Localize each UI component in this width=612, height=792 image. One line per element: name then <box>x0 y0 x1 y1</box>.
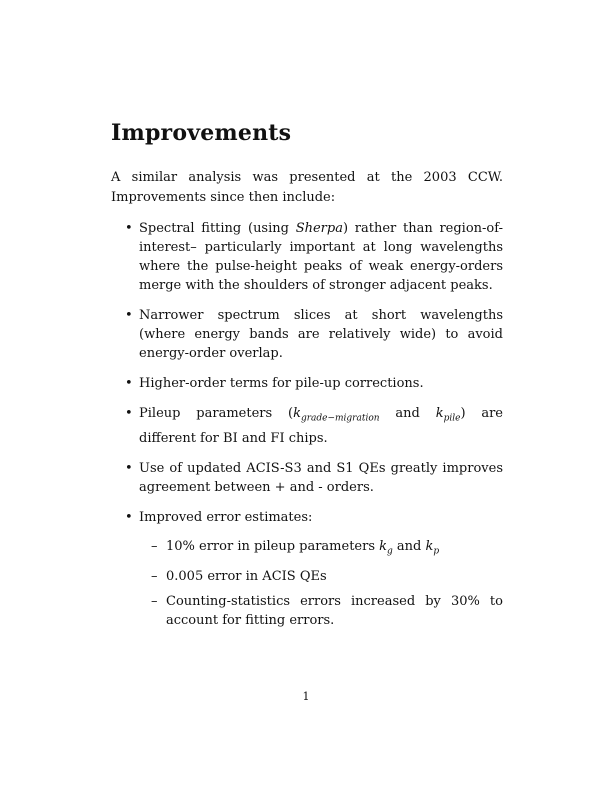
intro-paragraph: A similar analysis was presented at the 2003 CCW. Improvements since then include: <box>111 170 503 205</box>
sublist-item-counting-errors <box>139 592 503 630</box>
page-number: 1 <box>302 690 310 703</box>
k-subscript: g <box>387 546 393 557</box>
k-symbol: k <box>379 538 388 554</box>
subitem-text: and <box>392 538 426 554</box>
bullet-text: and <box>379 406 436 421</box>
list-item-pileup-parameters <box>111 404 503 448</box>
sublist-item-qe-error <box>139 567 503 586</box>
improvements-list <box>111 219 503 641</box>
sublist-item-pileup-error <box>139 537 503 562</box>
bullet-text: Narrower spectrum slices at short wavelengths (where energy bands are relatively wide) to avoid energy-order overlap. <box>139 308 503 361</box>
list-item-narrower-slices <box>111 306 503 363</box>
list-item-higher-order-terms <box>111 374 503 393</box>
list-item-error-estimates <box>111 508 503 631</box>
bullet-text: ) rather than region-of-interest– particularly important at long wavelengths where the pulse-height peaks of weak energy-orders merge with the shoulders of stronger adjacent peaks. <box>139 221 503 293</box>
bullet-text: ) are different for BI and FI chips. <box>139 406 503 446</box>
section-heading: Improvements <box>111 120 292 146</box>
subitem-text: 10% error in pileup parameters <box>166 538 380 554</box>
list-item-spectral-fitting <box>111 219 503 295</box>
k-symbol: k <box>293 406 301 421</box>
k-subscript: grade−migration <box>300 413 380 424</box>
k-symbol: k <box>425 538 434 554</box>
subitem-text: Counting-statistics errors increased by 30% to account for fitting errors. <box>166 594 503 629</box>
k-subscript: p <box>433 546 440 557</box>
k-subscript: pile <box>443 413 461 424</box>
sherpa-emphasis: Sherpa <box>295 221 343 236</box>
subitem-text: 0.005 error in ACIS QEs <box>166 569 327 585</box>
bullet-text: Higher-order terms for pile-up corrections. <box>139 376 424 391</box>
bullet-text: Improved error estimates: <box>139 509 313 525</box>
error-estimates-sublist <box>139 537 503 631</box>
k-symbol: k <box>435 406 444 421</box>
bullet-text: Use of updated ACIS-S3 and S1 QEs greatly improves agreement between + and - orders. <box>139 460 503 495</box>
bullet-text: Pileup parameters ( <box>139 406 294 421</box>
bullet-text: Spectral fitting (using <box>139 221 296 236</box>
list-item-updated-qes <box>111 459 503 497</box>
